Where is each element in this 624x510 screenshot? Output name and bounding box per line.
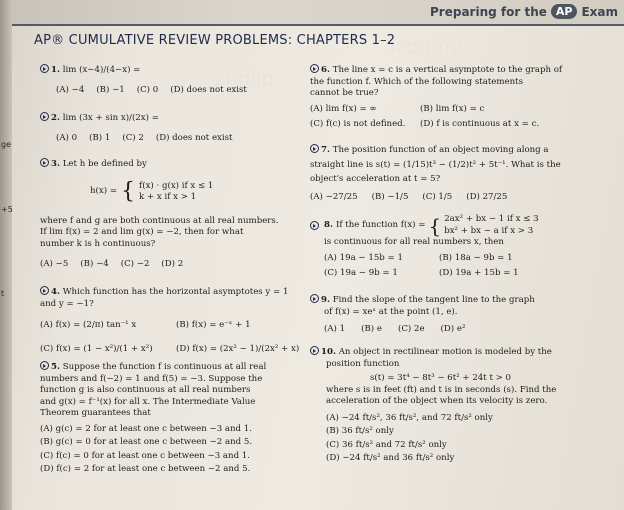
problem-text: The line x = c is a vertical asymptote to the graph of <box>332 65 563 75</box>
piece: bx² + bx − a if x > 3 <box>444 225 534 236</box>
option: (B) −4 <box>80 258 109 269</box>
option: (B) −1 <box>96 84 125 95</box>
problem-4: 4. Which function has the horizontal asymptotes y = 1 and y = −1? (A) f(x) = (2/π) tan⁻¹ x (B) f(x) = e⁻ˣ + 1 (C) f(x) = (1 − x²)/(1 + x²) (D) f(x) = (2x² − 1)/(2x² + x) <box>40 287 300 354</box>
play-icon[interactable] <box>40 112 49 121</box>
problem-10: 10. An object in rectilinear motion is modeled by the position function s(t) = 3t⁴ − 8t³ − 6t² + 24t t > 0 where s is in feet (ft) and t is in seconds (s). Find the acceleration of the object when its velocity is zero. (A) −24 ft/s², 36 ft/s², and 72 ft/s² only (B) 36 ft/s² only (C) 36 ft/s² and 72 ft/s² only (D) −24 ft/s² and 36 ft/s² only <box>310 346 556 465</box>
problem-stem: Which function has the horizontal asymptotes y = 1 <box>62 287 289 297</box>
edge-mark: ge <box>1 140 11 149</box>
problem-text: where f and g are both continuous at all real numbers. <box>40 215 279 226</box>
option: (D) −24 ft/s² and 36 ft/s² only <box>326 452 455 463</box>
problem-text: numbers and f(−2) = 1 and f(5) = −3. Suppose the <box>40 373 263 384</box>
edge-mark: t <box>1 289 5 298</box>
edge-mark: +5 <box>1 205 13 214</box>
problem-9: 9. Find the slope of the tangent line to the graph of f(x) = xeˣ at the point (1, e). (A) 1 (B) e (C) 2e (D) e² <box>310 294 535 336</box>
problem-text: the function f. Which of the following statements <box>310 76 523 87</box>
watermark: ızoq mo <box>390 34 470 58</box>
brace: { <box>121 179 136 205</box>
play-icon[interactable] <box>310 294 319 303</box>
problem-text: Find the slope of the tangent line to the graph <box>332 295 535 305</box>
problem-text: The position function of an object moving along a <box>332 145 549 155</box>
option: (D) 2 <box>161 258 184 269</box>
option: (A) 0 <box>56 132 78 143</box>
option: (A) −5 <box>40 258 69 269</box>
exam-banner <box>430 4 618 19</box>
option: (D) does not exist <box>155 132 233 143</box>
option: (C) f(c) = 0 for at least one c between −3 and 1. <box>40 450 251 461</box>
problem-text: object's acceleration at t = 5? <box>310 174 441 185</box>
option: (A) 19a − 15b = 1 <box>324 252 403 263</box>
problem-text: is continuous for all real numbers x, then <box>324 237 504 248</box>
option: (C) 2 <box>122 132 144 143</box>
problem-text: position function <box>326 358 400 369</box>
option: (C) f(c) is not defined. <box>310 119 406 130</box>
option: (B) −1/5 <box>371 191 409 202</box>
option: (B) lim f(x) = c <box>420 103 485 114</box>
problem-stem: If the function f(x) = <box>335 219 426 230</box>
piece: 2ax² + bx − 1 if x ≤ 3 <box>444 214 539 224</box>
option: (D) does not exist <box>170 84 247 95</box>
problem-text: number k is h continuous? <box>40 238 156 249</box>
option: (C) 2e <box>397 324 425 335</box>
problem-text: where s is in feet (ft) and t is in seconds (s). Find the <box>326 384 557 395</box>
option: (C) 36 ft/s² and 72 ft/s² only <box>326 439 447 450</box>
option: (D) 19a + 15b = 1 <box>439 268 519 279</box>
play-icon[interactable] <box>310 221 319 230</box>
play-icon[interactable] <box>40 64 49 73</box>
problem-stem: Let h be defined by <box>62 159 147 169</box>
problem-1: 1. lim (x−4)/(4−x) = (A) −4 (B) −1 (C) 0 (D) does not exist <box>40 64 247 96</box>
option: (B) f(x) = e⁻ˣ + 1 <box>176 320 251 331</box>
option: (C) 19a − 9b = 1 <box>324 268 398 279</box>
piecewise-label: h(x) = <box>90 186 118 197</box>
piece: k + x if x > 1 <box>139 192 197 203</box>
option: (A) lim f(x) = ∞ <box>310 103 377 114</box>
problem-text: cannot be true? <box>310 88 379 99</box>
problem-text: Suppose the function f is continuous at all real <box>62 362 267 372</box>
option: (B) 18a − 9b = 1 <box>439 252 513 263</box>
option: (A) g(c) = 2 for at least one c between −3 and 1. <box>40 423 252 434</box>
option: (A) −4 <box>56 84 85 95</box>
problem-text: and g(x) = f⁻¹(x) for all x. The Intermediate Value <box>40 396 256 407</box>
banner-suffix: Exam <box>581 4 618 19</box>
problem-text: function g is also continuous at all real numbers <box>40 385 251 396</box>
play-icon[interactable] <box>40 158 49 167</box>
problem-text: acceleration of the object when its velocity is zero. <box>326 396 548 407</box>
problem-2: 2. lim (3x + sin x)/(2x) = (A) 0 (B) 1 (C) 2 (D) does not exist <box>40 112 233 144</box>
option: (C) 1/5 <box>422 191 453 202</box>
option: (A) f(x) = (2/π) tan⁻¹ x <box>40 320 137 331</box>
problem-3: 3. Let h be defined by h(x) = { f(x) · g(x) if x ≤ 1 k + x if x > 1 where f and g are both continuous at all real numbers. If lim f(x) = 2 and lim g(x) = −2, then for what number k is h continuous? (A) −5 (B) −4 (C) −2 (D) 2 <box>40 159 279 269</box>
problem-text: If lim f(x) = 2 and lim g(x) = −2, then for what <box>40 227 244 238</box>
play-icon[interactable] <box>40 286 49 295</box>
watermark: znolıp <box>215 66 275 90</box>
brace: { <box>428 213 442 238</box>
option: (B) e <box>361 324 382 335</box>
option: (B) 36 ft/s² only <box>326 426 394 437</box>
header-bar <box>12 0 624 26</box>
play-icon[interactable] <box>310 346 319 355</box>
option: (A) −24 ft/s², 36 ft/s², and 72 ft/s² only <box>326 412 493 423</box>
piece: f(x) · g(x) if x ≤ 1 <box>139 180 214 191</box>
problem-stem: lim (x−4)/(4−x) = <box>62 65 141 75</box>
option: (D) 27/25 <box>466 191 508 202</box>
option: (D) e² <box>440 324 466 335</box>
play-icon[interactable] <box>310 64 319 73</box>
option: (A) −27/25 <box>310 191 358 202</box>
problem-text: An object in rectilinear motion is modeled by the <box>338 347 552 357</box>
option: (C) f(x) = (1 − x²)/(1 + x²) <box>40 343 153 354</box>
banner-prefix: Preparing for the <box>430 4 547 19</box>
problem-7: 7. The position function of an object moving along a straight line is s(t) = (1/15)t³ − (1/2)t² + 5t⁻¹. What is the object's acceleration at t = 5? (A) −27/25 (B) −1/5 (C) 1/5 (D) 27/25 <box>310 145 561 202</box>
problem-8: 8. If the function f(x) = { 2ax² + bx − 1 if x ≤ 3 bx² + bx − a if x > 3 is continuous for all real numbers x, then (A) 19a − 15b = 1 (B) 18a − 9b = 1 (C) 19a − 9b = 1 (D) 19a + 15b = 1 <box>310 214 539 280</box>
option: (C) −2 <box>120 258 150 269</box>
option: (D) f(c) = 2 for at least one c between −2 and 5. <box>40 463 251 474</box>
option: (B) g(c) = 0 for at least one c between −2 and 5. <box>40 437 253 448</box>
play-icon[interactable] <box>40 361 49 370</box>
ap-badge: AP <box>551 4 578 19</box>
problem-text: straight line is s(t) = (1/15)t³ − (1/2)t² + 5t⁻¹. What is the <box>310 159 561 170</box>
play-icon[interactable] <box>310 144 319 153</box>
page-title: AP® CUMULATIVE REVIEW PROBLEMS: CHAPTERS 1–2 <box>34 33 396 48</box>
problem-text: of f(x) = xeˣ at the point (1, e). <box>324 306 458 317</box>
option: (C) 0 <box>136 84 159 95</box>
problem-6: 6. The line x = c is a vertical asymptote to the graph of the function f. Which of the following statements cannot be true? (A) lim f(x) = ∞ (B) lim f(x) = c (C) f(c) is not defined. (D) f is continuous at x = c. <box>310 65 563 130</box>
option: (D) f is continuous at x = c. <box>420 119 540 130</box>
formula: s(t) = 3t⁴ − 8t³ − 6t² + 24t t > 0 <box>370 373 512 384</box>
problem-5: 5. Suppose the function f is continuous at all real numbers and f(−2) = 1 and f(5) = −3. Suppose the function g is also continuous at all real numbers and g(x) = f⁻¹(x) for all x. The Intermediate Value Theorem guarantees that (A) g(c) = 2 for at least one c between −3 and 1. (B) g(c) = 0 for at least one c between −2 and 5. (C) f(c) = 0 for at least one c between −3 and 1. (D) f(c) = 2 for at least one c between −2 and 5. <box>40 361 266 476</box>
problem-stem: lim (3x + sin x)/(2x) = <box>62 113 159 123</box>
problem-stem: and y = −1? <box>40 298 94 309</box>
problem-text: Theorem guarantees that <box>40 408 151 419</box>
option: (B) 1 <box>89 132 111 143</box>
facing-page-edge <box>0 0 12 510</box>
option: (A) 1 <box>324 324 346 335</box>
option: (D) f(x) = (2x² − 1)/(2x² + x) <box>176 343 300 354</box>
